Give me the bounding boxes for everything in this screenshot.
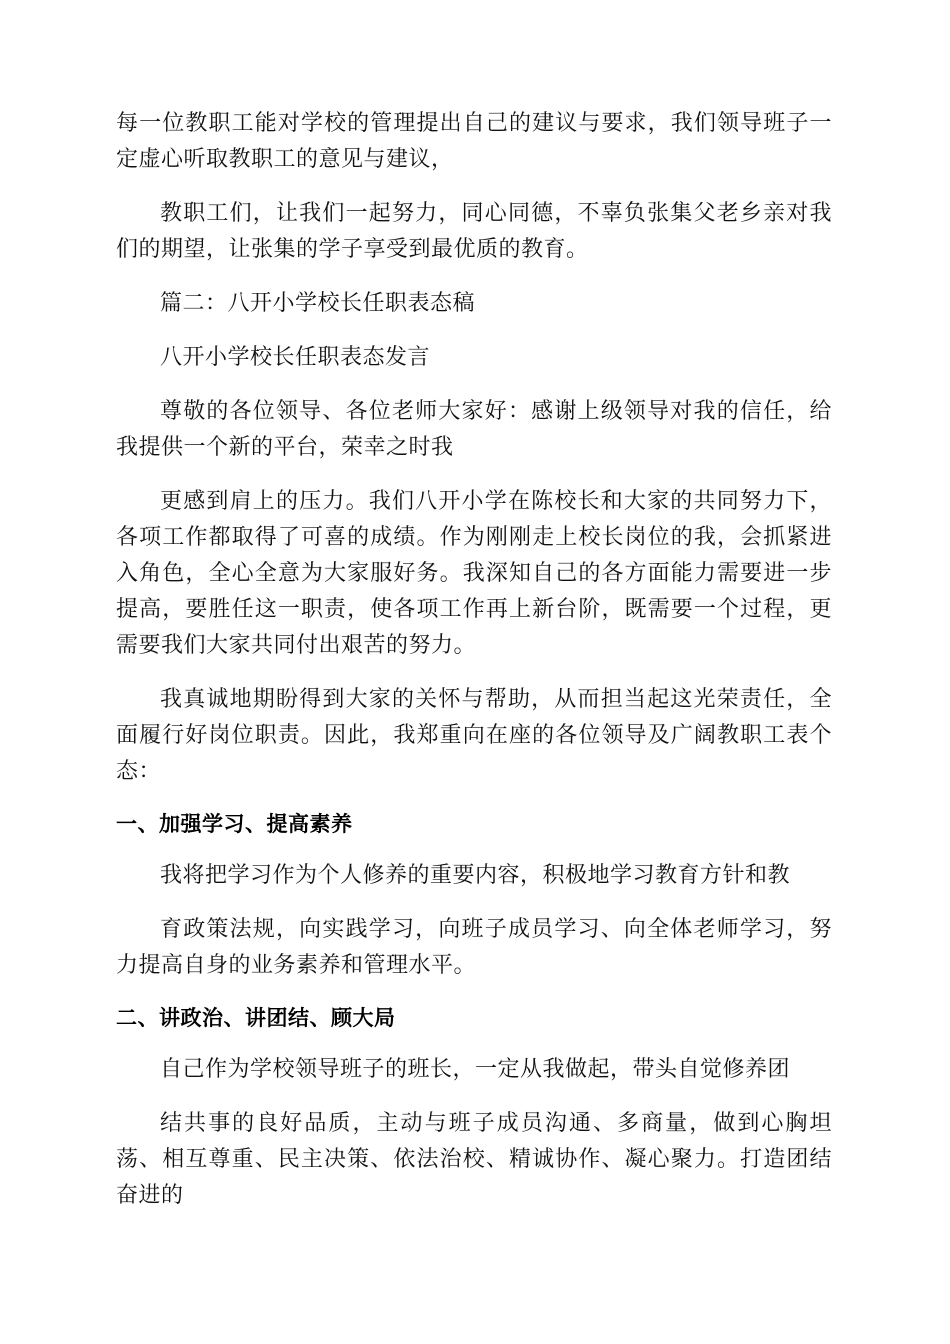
paragraph-politics-1: 自己作为学校领导班子的班长，一定从我做起，带头自觉修养团 [160, 1057, 791, 1082]
paragraph-opening: 每一位教职工能对学校的管理提出自己的建议与要求，我们领导班子一定虚心听取教职工的意见与建议， [116, 111, 832, 172]
section-title-part-two: 篇二：八开小学校长任职表态稿 [160, 291, 476, 316]
paragraph-study-1: 我将把学习作为个人修养的重要内容，积极地学习教育方针和教 [160, 863, 791, 888]
paragraph-study-2: 育政策法规，向实践学习，向班子成员学习、向全体老师学习，努力提高自身的业务素养和管理水平。 [116, 917, 832, 978]
paragraph-politics-2: 结共事的良好品质，主动与班子成员沟通、多商量，做到心胸坦荡、相互尊重、民主决策、依法治校、精诚协作、凝心聚力。打造团结奋进的 [116, 1111, 832, 1208]
document-body [116, 106, 832, 1214]
paragraph-greeting: 尊敬的各位领导、各位老师大家好：感谢上级领导对我的信任，给我提供一个新的平台，荣幸之时我 [116, 399, 832, 460]
heading-study: 一、加强学习、提高素养 [116, 812, 353, 836]
speech-title: 八开小学校长任职表态发言 [160, 345, 431, 370]
heading-politics: 二、讲政治、讲团结、顾大局 [116, 1006, 396, 1030]
paragraph-encouragement: 教职工们，让我们一起努力，同心同德，不辜负张集父老乡亲对我们的期望，让张集的学子享受到最优质的教育。 [116, 201, 832, 262]
paragraph-pressure: 更感到肩上的压力。我们八开小学在陈校长和大家的共同努力下，各项工作都取得了可喜的成绩。作为刚刚走上校长岗位的我，会抓紧进入角色，全心全意为大家服好务。我深知自己的各方面能力需要进一步提高，要胜任这一职责，使各项工作再上新台阶，既需要一个过程，更需要我们大家共同付出艰苦的努力。 [116, 489, 832, 658]
paragraph-commitment: 我真诚地期盼得到大家的关怀与帮助，从而担当起这光荣责任，全面履行好岗位职责。因此，我郑重向在座的各位领导及广阔教职工表个态： [116, 687, 832, 784]
